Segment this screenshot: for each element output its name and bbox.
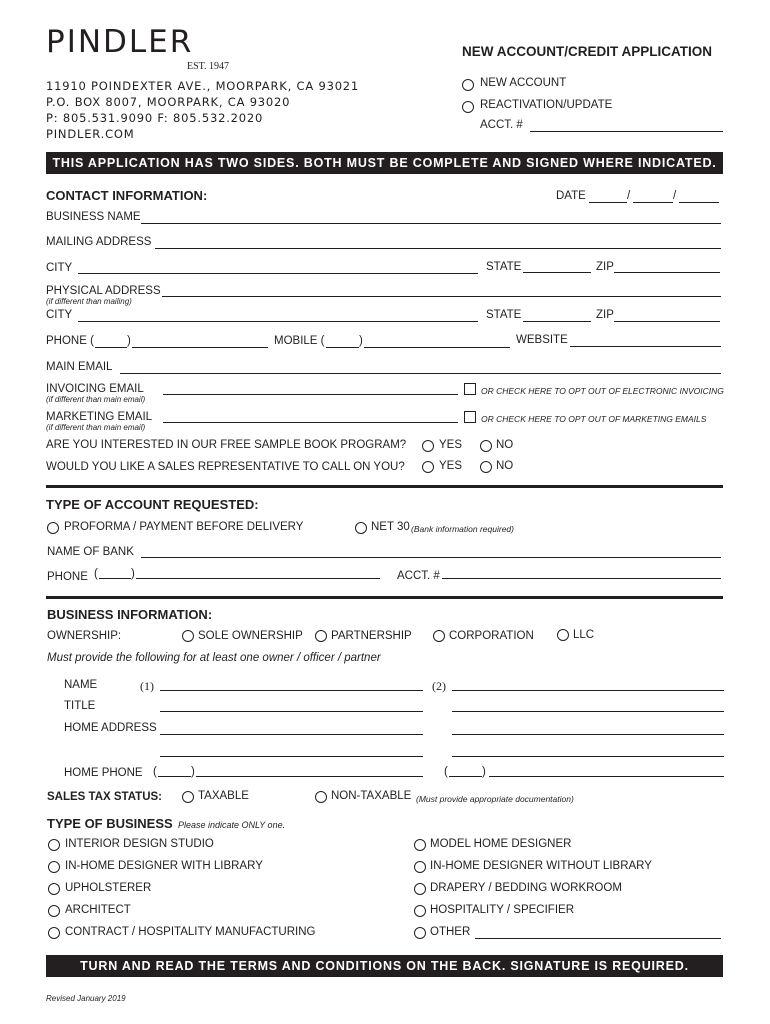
invoicing-email-field[interactable]: [163, 394, 458, 395]
other-radio[interactable]: [414, 927, 426, 939]
opt-out-marketing-label: OR CHECK HERE TO OPT OUT OF MARKETING EMAILS: [481, 414, 707, 424]
owner-1-phone-area-field[interactable]: [158, 776, 191, 777]
home-phone-label: HOME PHONE: [64, 767, 143, 779]
city-label: CITY: [46, 262, 73, 274]
drapery-workroom-label: DRAPERY / BEDDING WORKROOM: [430, 882, 622, 894]
business-name-label: BUSINESS NAME: [46, 211, 141, 223]
upholsterer-label: UPHOLSTERER: [65, 882, 152, 894]
non-taxable-note: (Must provide appropriate documentation): [416, 794, 574, 804]
llc-radio[interactable]: [557, 629, 569, 641]
new-account-label: NEW ACCOUNT: [480, 77, 567, 89]
bank-acct-field[interactable]: [442, 578, 721, 579]
owner-2-address-field-2[interactable]: [452, 756, 724, 757]
interior-design-studio-radio[interactable]: [48, 839, 60, 851]
home-phone-2-paren-close: ): [482, 766, 486, 778]
owner-2-title-field[interactable]: [452, 711, 724, 712]
other-field[interactable]: [475, 938, 721, 939]
in-home-designer-library-radio[interactable]: [48, 861, 60, 873]
mailing-address-label: MAILING ADDRESS: [46, 236, 152, 248]
revision-note: Revised January 2019: [46, 994, 126, 1003]
city-field-2[interactable]: [78, 321, 478, 322]
physical-address-note: (if different than mailing): [46, 297, 132, 306]
state-field[interactable]: [523, 272, 591, 273]
sample-book-yes-radio[interactable]: [422, 440, 434, 452]
bottom-banner: TURN AND READ THE TERMS AND CONDITIONS ON THE BACK. SIGNATURE IS REQUIRED.: [46, 955, 723, 977]
sales-rep-no-radio[interactable]: [480, 461, 492, 473]
hospitality-specifier-label: HOSPITALITY / SPECIFIER: [430, 904, 574, 916]
website-text: PINDLER.COM: [46, 127, 135, 141]
address-line-1: 11910 POINDEXTER AVE., MOORPARK, CA 93021: [46, 79, 360, 93]
zip-field-2[interactable]: [614, 321, 720, 322]
date-sep-2: /: [673, 190, 677, 202]
bank-phone-paren-close: ): [131, 568, 135, 580]
sample-book-question: ARE YOU INTERESTED IN OUR FREE SAMPLE BOOK PROGRAM?: [46, 439, 407, 451]
sole-ownership-radio[interactable]: [182, 630, 194, 642]
sales-rep-yes-label: YES: [439, 460, 463, 472]
taxable-label: TAXABLE: [198, 790, 249, 802]
owner-2-phone-field[interactable]: [489, 776, 724, 777]
corporation-radio[interactable]: [433, 630, 445, 642]
taxable-radio[interactable]: [182, 791, 194, 803]
architect-radio[interactable]: [48, 905, 60, 917]
sales-rep-yes-radio[interactable]: [422, 461, 434, 473]
state-label-2: STATE: [486, 309, 522, 321]
in-home-designer-no-library-label: IN-HOME DESIGNER WITHOUT LIBRARY: [430, 860, 652, 872]
date-month-field[interactable]: [589, 202, 627, 203]
home-phone-1-paren-open: (: [153, 766, 157, 778]
sole-ownership-label: SOLE OWNERSHIP: [198, 630, 303, 642]
hospitality-specifier-radio[interactable]: [414, 905, 426, 917]
bank-name-label: NAME OF BANK: [47, 546, 134, 558]
address-line-3: P: 805.531.9090 F: 805.532.2020: [46, 111, 264, 125]
contact-heading: CONTACT INFORMATION:: [46, 188, 208, 203]
business-name-field[interactable]: [141, 223, 721, 224]
bank-acct-label: ACCT. #: [397, 570, 440, 582]
business-type-heading: TYPE OF BUSINESS: [47, 816, 173, 831]
city-field[interactable]: [78, 273, 478, 274]
non-taxable-label: NON-TAXABLE: [331, 790, 412, 802]
bank-phone-label: PHONE: [47, 571, 88, 583]
marketing-email-field[interactable]: [163, 422, 458, 423]
owner-2-address-field[interactable]: [452, 734, 724, 735]
invoicing-email-label: INVOICING EMAIL: [46, 383, 144, 395]
in-home-designer-no-library-radio[interactable]: [414, 861, 426, 873]
sales-rep-no-label: NO: [496, 460, 514, 472]
main-email-field[interactable]: [120, 373, 721, 374]
invoicing-email-note: (if different than main email): [46, 395, 146, 404]
opt-out-invoicing-label: OR CHECK HERE TO OPT OUT OF ELECTRONIC INVOICING: [481, 386, 724, 396]
business-type-note: Please indicate ONLY one.: [178, 820, 286, 830]
top-banner: THIS APPLICATION HAS TWO SIDES. BOTH MUST BE COMPLETE AND SIGNED WHERE INDICATED.: [46, 152, 723, 174]
marketing-email-label: MARKETING EMAIL: [46, 411, 153, 423]
mobile-area-field[interactable]: [326, 347, 359, 348]
company-logo: PINDLER: [46, 24, 194, 60]
section-divider-1: [46, 485, 723, 488]
physical-address-label: PHYSICAL ADDRESS: [46, 285, 161, 297]
drapery-workroom-radio[interactable]: [414, 883, 426, 895]
contract-hospitality-radio[interactable]: [48, 927, 60, 939]
phone-area-field[interactable]: [95, 347, 127, 348]
model-home-designer-radio[interactable]: [414, 839, 426, 851]
account-type-heading: TYPE OF ACCOUNT REQUESTED:: [46, 497, 259, 512]
owner-title-label: TITLE: [64, 700, 96, 712]
opt-out-invoicing-checkbox[interactable]: [464, 383, 476, 395]
established-year: EST. 1947: [187, 61, 230, 72]
bank-name-field[interactable]: [141, 557, 721, 558]
state-label: STATE: [486, 261, 522, 273]
date-day-field[interactable]: [633, 202, 673, 203]
phone-paren: ): [127, 335, 131, 347]
marketing-email-note: (if different than main email): [46, 423, 146, 432]
website-label: WEBSITE: [516, 334, 568, 346]
architect-label: ARCHITECT: [65, 904, 131, 916]
reactivation-radio[interactable]: [462, 101, 474, 113]
mobile-paren: ): [359, 335, 363, 347]
mailing-address-field[interactable]: [155, 248, 721, 249]
mobile-field[interactable]: [364, 347, 510, 348]
must-provide-note: Must provide the following for at least one owner / officer / partner: [47, 652, 381, 664]
owner-2-name-field[interactable]: [452, 690, 724, 691]
acct-number-field[interactable]: [530, 131, 723, 132]
owner-1-marker: (1): [140, 679, 154, 693]
reactivation-label: REACTIVATION/UPDATE: [480, 99, 613, 111]
opt-out-marketing-checkbox[interactable]: [464, 411, 476, 423]
proforma-label: PROFORMA / PAYMENT BEFORE DELIVERY: [64, 521, 304, 533]
city-label-2: CITY: [46, 309, 73, 321]
mobile-label: MOBILE (: [274, 335, 325, 347]
bank-phone-field[interactable]: [136, 578, 380, 579]
in-home-designer-library-label: IN-HOME DESIGNER WITH LIBRARY: [65, 860, 263, 872]
proforma-radio[interactable]: [47, 522, 59, 534]
owner-1-name-field[interactable]: [160, 690, 423, 691]
owner-2-marker: (2): [432, 679, 446, 693]
non-taxable-radio[interactable]: [315, 791, 327, 803]
owner-1-address-field[interactable]: [160, 734, 423, 735]
home-phone-1-paren-close: ): [191, 766, 195, 778]
new-account-radio[interactable]: [462, 79, 474, 91]
date-year-field[interactable]: [679, 202, 719, 203]
corporation-label: CORPORATION: [449, 630, 534, 642]
zip-label-2: ZIP: [596, 309, 614, 321]
home-address-label: HOME ADDRESS: [64, 722, 157, 734]
bank-phone-area-field[interactable]: [99, 578, 131, 579]
bank-phone-paren-open: (: [94, 568, 98, 580]
owner-2-phone-area-field[interactable]: [449, 776, 482, 777]
home-phone-2-paren-open: (: [444, 766, 448, 778]
owner-1-address-field-2[interactable]: [160, 756, 423, 757]
llc-label: LLC: [573, 629, 595, 641]
upholsterer-radio[interactable]: [48, 883, 60, 895]
sample-book-yes-label: YES: [439, 439, 463, 451]
owner-1-title-field[interactable]: [160, 711, 423, 712]
net30-note: (Bank information required): [411, 524, 514, 534]
ownership-label: OWNERSHIP:: [47, 630, 122, 642]
zip-label: ZIP: [596, 261, 614, 273]
zip-field[interactable]: [614, 272, 720, 273]
partnership-radio[interactable]: [315, 630, 327, 642]
business-info-heading: BUSINESS INFORMATION:: [47, 607, 213, 622]
owner-name-label: NAME: [64, 679, 98, 691]
other-label: OTHER: [430, 926, 471, 938]
phone-label: PHONE (: [46, 335, 94, 347]
section-divider-2: [46, 596, 723, 599]
state-field-2[interactable]: [523, 321, 591, 322]
model-home-designer-label: MODEL HOME DESIGNER: [430, 838, 572, 850]
phone-field[interactable]: [132, 347, 268, 348]
owner-1-phone-field[interactable]: [196, 776, 423, 777]
sales-rep-question: WOULD YOU LIKE A SALES REPRESENTATIVE TO CALL ON YOU?: [46, 461, 405, 473]
sample-book-no-label: NO: [496, 439, 514, 451]
form-title: NEW ACCOUNT/CREDIT APPLICATION: [462, 44, 712, 59]
partnership-label: PARTNERSHIP: [331, 630, 412, 642]
interior-design-studio-label: INTERIOR DESIGN STUDIO: [65, 838, 214, 850]
date-label: DATE: [556, 190, 586, 202]
address-line-2: P.O. BOX 8007, MOORPARK, CA 93020: [46, 95, 291, 109]
website-field[interactable]: [570, 346, 721, 347]
net30-radio[interactable]: [355, 522, 367, 534]
contract-hospitality-label: CONTRACT / HOSPITALITY MANUFACTURING: [65, 926, 316, 938]
main-email-label: MAIN EMAIL: [46, 361, 113, 373]
sales-tax-label: SALES TAX STATUS:: [47, 791, 162, 803]
net30-label: NET 30: [371, 521, 410, 533]
sample-book-no-radio[interactable]: [480, 440, 492, 452]
physical-address-field[interactable]: [162, 296, 721, 297]
date-sep-1: /: [627, 190, 631, 202]
acct-label: ACCT. #: [480, 119, 523, 131]
